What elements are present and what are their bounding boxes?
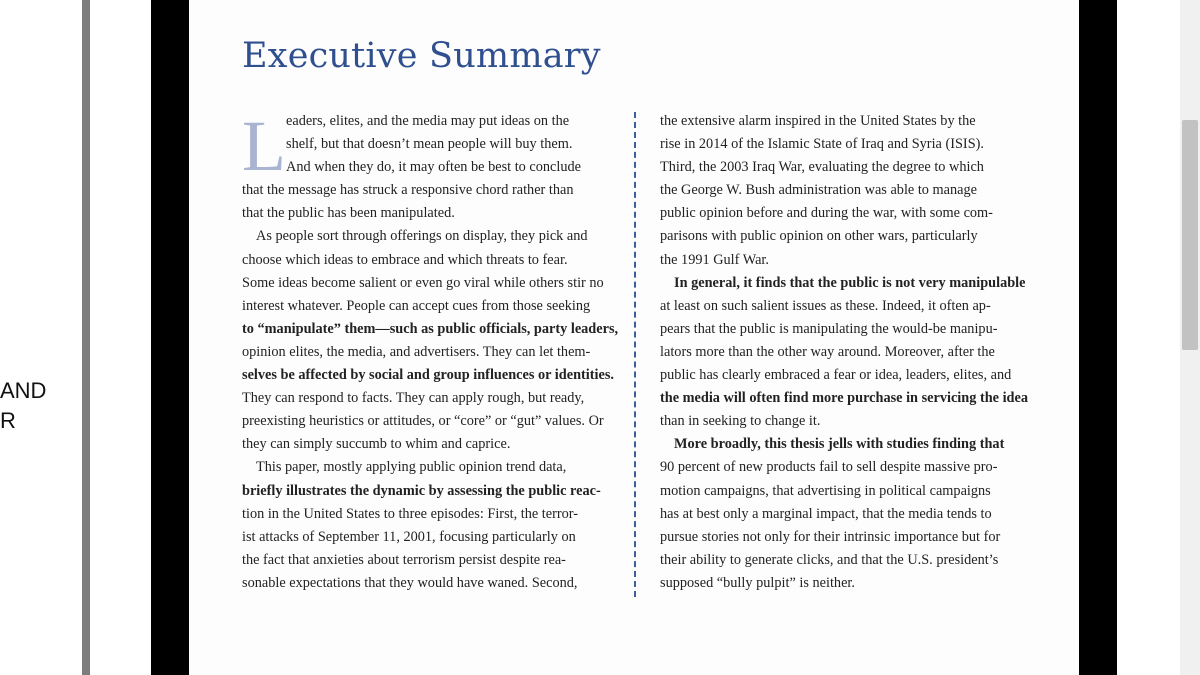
text-line: Some ideas become salient or even go viral while others stir no xyxy=(242,274,604,291)
text-line: parisons with public opinion on other wars, particularly xyxy=(660,228,978,245)
text-line: ist attacks of September 11, 2001, focusing particularly on xyxy=(242,528,576,545)
text-line: public opinion before and during the war, with some com- xyxy=(660,205,993,222)
text-line: motion campaigns, that advertising in political campaigns xyxy=(660,482,991,499)
text-line: rise in 2014 of the Islamic State of Iraq and Syria (ISIS). xyxy=(660,136,984,153)
text-line: tion in the United States to three episodes: First, the terror- xyxy=(242,505,579,522)
text-line: has at best only a marginal impact, that the media tends to xyxy=(660,505,992,522)
text-line: preexisting heuristics or attitudes, or “core” or “gut” values. Or xyxy=(242,413,604,430)
text-line: And when they do, it may often be best to conclude xyxy=(286,159,581,176)
text-line: interest whatever. People can accept cues from those seeking xyxy=(242,297,591,314)
text-line: More broadly, this thesis jells with studies finding that xyxy=(674,436,1005,453)
text-line: 90 percent of new products fail to sell despite massive pro- xyxy=(660,459,998,476)
text-line: they can simply succumb to whim and caprice. xyxy=(242,436,511,453)
viewer-gutter-right xyxy=(1117,0,1180,675)
text-line: opinion elites, the media, and advertisers. They can let them- xyxy=(242,343,591,360)
text-line: pears that the public is manipulating the would-be manipu- xyxy=(660,320,998,337)
text-line: Third, the 2003 Iraq War, evaluating the degree to which xyxy=(660,159,984,176)
text-line: lators more than the other way around. Moreover, after the xyxy=(660,343,995,360)
viewer-gutter xyxy=(90,0,151,675)
text-line: at least on such salient issues as these. Indeed, it often ap- xyxy=(660,297,991,314)
text-line: their ability to generate clicks, and that the U.S. president’s xyxy=(660,551,999,568)
page-frame-left xyxy=(151,0,189,675)
text-line: the fact that anxieties about terrorism persist despite rea- xyxy=(242,551,566,568)
clipped-text-line: R xyxy=(0,408,16,433)
text-line: They can respond to facts. They can apply rough, but ready, xyxy=(242,390,585,407)
left-column xyxy=(242,106,619,595)
text-line: the 1991 Gulf War. xyxy=(660,251,769,268)
text-line: As people sort through offerings on display, they pick and xyxy=(256,228,588,245)
text-line: choose which ideas to embrace and which threats to fear. xyxy=(242,251,568,268)
page-title: Executive Summary xyxy=(242,36,601,76)
text-line: This paper, mostly applying public opinion trend data, xyxy=(256,459,567,476)
text-line: pursue stories not only for their intrinsic importance but for xyxy=(660,528,1001,545)
text-line: the extensive alarm inspired in the United States by the xyxy=(660,113,976,129)
text-line: sonable expectations that they would have waned. Second, xyxy=(242,574,578,591)
text-line: to “manipulate” them—such as public officials, party leaders, xyxy=(242,320,619,337)
dropcap-letter: L xyxy=(242,106,286,186)
left-pane-clipped xyxy=(0,0,82,675)
text-line: public has clearly embraced a fear or idea, leaders, elites, and xyxy=(660,367,1012,384)
text-line: In general, it finds that the public is not very manipulable xyxy=(674,274,1026,291)
text-line: briefly illustrates the dynamic by assessing the public reac- xyxy=(242,482,601,499)
document-page xyxy=(189,0,1079,675)
text-line: that the message has struck a responsive chord rather than xyxy=(242,182,574,199)
text-line: the George W. Bush administration was able to manage xyxy=(660,182,977,199)
text-line: than in seeking to change it. xyxy=(660,413,821,430)
right-column xyxy=(660,110,1028,595)
text-line: eaders, elites, and the media may put ideas on the xyxy=(286,113,570,129)
column-divider xyxy=(634,112,636,597)
page-frame-right xyxy=(1079,0,1117,675)
scrollbar-thumb[interactable] xyxy=(1182,120,1198,350)
text-line: that the public has been manipulated. xyxy=(242,205,455,222)
text-line: shelf, but that doesn’t mean people will buy them. xyxy=(286,136,573,153)
text-line: supposed “bully pulpit” is neither. xyxy=(660,574,855,591)
text-line: selves be affected by social and group influences or identities. xyxy=(242,367,614,384)
pane-divider[interactable] xyxy=(82,0,90,675)
clipped-text-line: AND xyxy=(0,378,47,403)
vertical-scrollbar[interactable] xyxy=(1180,0,1200,675)
text-line: the media will often find more purchase in servicing the idea xyxy=(660,390,1028,407)
